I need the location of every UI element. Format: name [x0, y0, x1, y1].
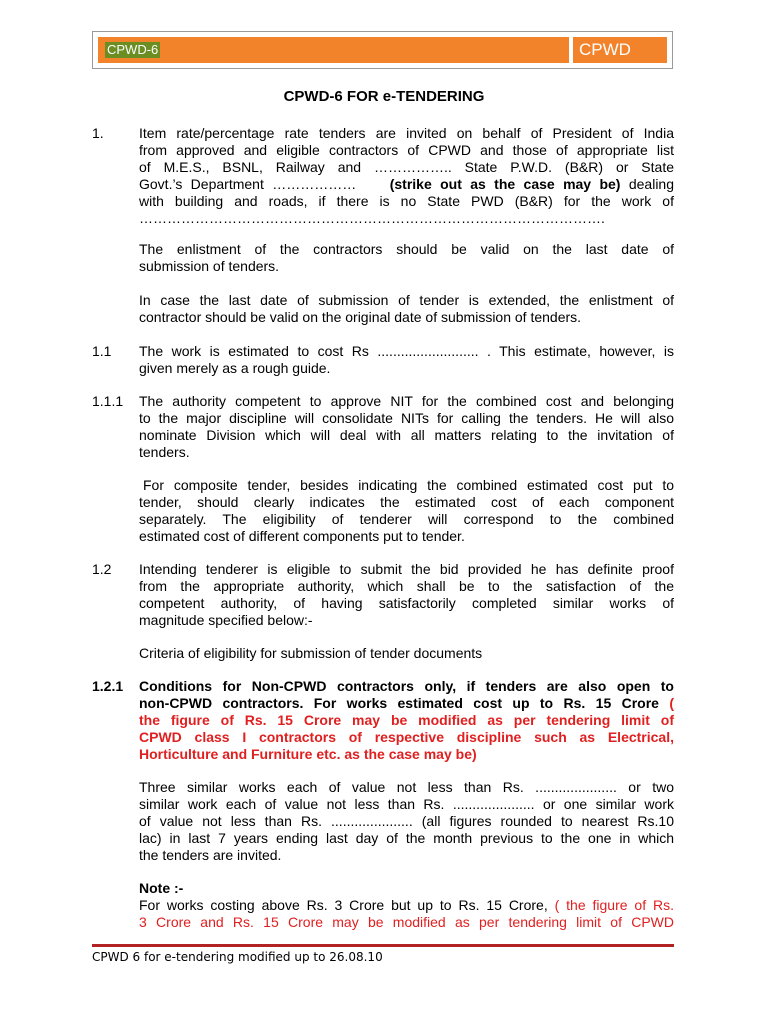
note-block [139, 880, 674, 931]
note-label: Note :- [139, 880, 184, 896]
section-number-1-1-1: 1.1.1 [92, 393, 124, 409]
section-1-para-2 [139, 241, 674, 275]
footer-text: CPWD 6 for e-tendering modified up to 26.08.10 [92, 950, 383, 964]
text-line: The enlistment of the contractors should be valid on the last date of [139, 241, 674, 257]
text-line: Intending tenderer is eligible to submit the bid provided he has definite proof [139, 561, 674, 577]
section-1-2-1-heading [139, 678, 674, 763]
header-right-label: CPWD [579, 40, 631, 59]
section-1-1-1-para-1 [139, 393, 674, 461]
text-line: magnitude specified below:- [139, 612, 313, 628]
text-run: dealing [628, 176, 674, 192]
text-line: CPWD class I contractors of respective discipline such as Electrical, [139, 729, 674, 745]
text-line: Three similar works each of value not less than Rs. ..................... or two [139, 779, 674, 795]
text-line [139, 897, 674, 914]
criteria-heading [139, 645, 674, 662]
page-header [92, 31, 673, 69]
text-line: the figure of Rs. 15 Crore may be modified as per tendering limit of [139, 712, 674, 728]
text-run: ( the figure of Rs. [554, 897, 674, 913]
text-line: nominate Division which will deal with all matters relating to the invitation of [139, 427, 674, 443]
section-1-2-1-para [139, 779, 674, 864]
header-right-band [573, 37, 667, 63]
text-line: The authority competent to approve NIT for the combined cost and belonging [139, 393, 674, 409]
text-line: Item rate/percentage rate tenders are invited on behalf of President of India [139, 125, 674, 141]
text-line: separately. The eligibility of tenderer will correspond to the combined [139, 511, 674, 527]
section-number-1-1: 1.1 [92, 343, 112, 359]
header-left-band [98, 37, 569, 63]
text-line: lac) in last 7 years ending last day of the month previous to the one in which [139, 830, 674, 846]
section-number-1-2-1: 1.2.1 [92, 678, 124, 694]
text-line: ………………………………………………………………………………………. [139, 210, 605, 226]
text-line: the tenders are invited. [139, 847, 282, 863]
text-line: given merely as a rough guide. [139, 360, 331, 376]
section-1-2 [139, 561, 674, 629]
text-line: competent authority, of having satisfactorily completed similar works of [139, 595, 674, 611]
strike-note: (strike out as the case may be) [389, 176, 621, 192]
text-line: of M.E.S., BSNL, Railway and …………….. State P.W.D. (B&R) or State [139, 159, 674, 175]
section-1-1 [139, 343, 674, 377]
text-line: with building and roads, if there is no State PWD (B&R) for the work of [139, 193, 674, 209]
text-line [139, 176, 674, 193]
text-line: from the appropriate authority, which shall be to the satisfaction of the [139, 578, 674, 594]
section-1-para-3 [139, 292, 674, 326]
section-number-1-2: 1.2 [92, 561, 112, 577]
text-run: ( [669, 695, 675, 711]
text-line: to the major discipline will consolidate NITs for calling the tenders. He will also [139, 410, 674, 426]
text-line: estimated cost of different components put to tender. [139, 528, 465, 544]
text-line: contractor should be valid on the original date of submission of tenders. [139, 309, 582, 325]
text-line: The work is estimated to cost Rs .......................... . This estimate, however, is [139, 343, 674, 359]
text-line: Criteria of eligibility for submission of tender documents [139, 645, 483, 661]
header-left-label: CPWD-6 [107, 42, 159, 57]
text-run: non-CPWD contractors. For works estimated cost up to Rs. 15 Crore [139, 695, 659, 711]
text-line: of value not less than Rs. ..................... (all figures rounded to nearest Rs.10 [139, 813, 674, 829]
text-line: tenders. [139, 444, 190, 460]
text-line: tender, should clearly indicates the estimated cost of each component [139, 494, 674, 510]
text-line: For composite tender, besides indicating the combined estimated cost put to [143, 477, 674, 493]
text-line [139, 695, 674, 712]
section-1-para-1 [139, 125, 674, 227]
text-run: For works costing above Rs. 3 Crore but up to Rs. 15 Crore, [139, 897, 548, 913]
text-line: Horticulture and Furniture etc. as the case may be) [139, 746, 477, 762]
section-1-1-1-para-2 [139, 477, 674, 545]
text-line: similar work each of value not less than Rs. ..................... or one similar work [139, 796, 674, 812]
section-number-1: 1. [92, 125, 104, 141]
text-line: In case the last date of submission of tender is extended, the enlistment of [139, 292, 674, 308]
text-line: Conditions for Non-CPWD contractors only, if tenders are also open to [139, 678, 674, 694]
text-run: Govt.’s Department ……………… [139, 176, 357, 192]
text-line: submission of tenders. [139, 258, 280, 274]
footer-rule [92, 944, 674, 947]
text-line: from approved and eligible contractors of CPWD and those of appropriate list [139, 142, 674, 158]
document-title: CPWD-6 FOR e-TENDERING [283, 88, 485, 105]
text-line: 3 Crore and Rs. 15 Crore may be modified as per tendering limit of CPWD [139, 914, 674, 930]
